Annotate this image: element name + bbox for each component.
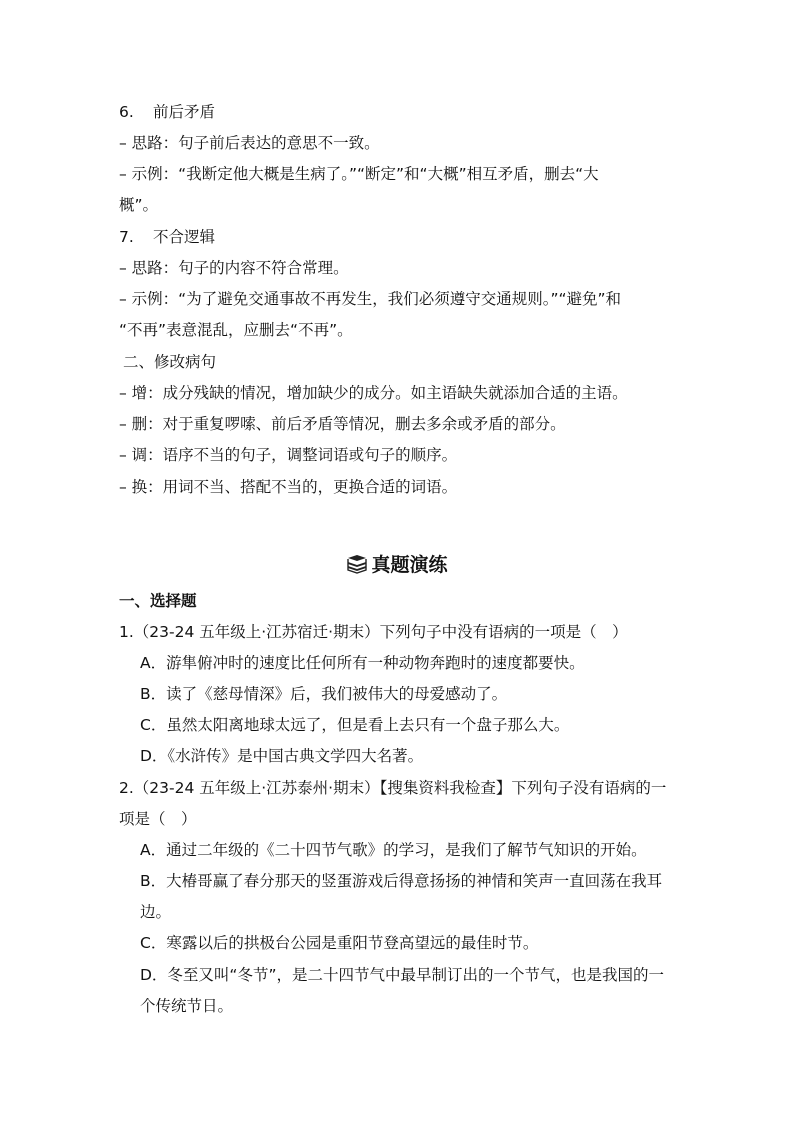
item-7-number: 7. [119,228,134,246]
question-1-option-a: A．游隼俯冲时的速度比任何所有一种动物奔跑时的速度都要快。 [140,654,585,672]
item-7-example-line1: – 示例：“为了避免交通事故不再发生，我们必须遵守交通规则。”“避免”和 [119,290,622,308]
question-2-option-b-line1: B．大椿哥赢了春分那天的竖蛋游戏后得意扬扬的神情和笑声一直回荡在我耳 [140,872,663,890]
question-2-stem-line1: 2.（23-24 五年级上·江苏泰州·期末）【搜集资料我检查】下列句子没有语病的一 [119,779,667,797]
method-delete: – 删：对于重复啰嗦、前后矛盾等情况，删去多余或矛盾的部分。 [119,415,566,433]
question-1-option-c: C．虽然太阳离地球太远了，但是看上去只有一个盘子那么大。 [140,716,570,734]
item-6-heading [119,102,215,122]
part-1-title: 一、选择题 [119,592,197,610]
item-7-title: 不合逻辑 [153,228,216,246]
item-7-heading [119,227,215,247]
method-replace: – 换：用词不当、搭配不当的，更换合适的词语。 [119,478,458,496]
question-2-stem-line2: 项是（ ） [119,810,197,828]
question-1-option-d: D．《水浒传》是中国古典文学四大名著。 [140,747,424,765]
question-2-option-c: C．寒露以后的拱极台公园是重阳节登高望远的最佳时节。 [140,934,539,952]
method-reorder: – 调：语序不当的句子，调整词语或句子的顺序。 [119,446,458,464]
books-icon [346,554,368,574]
item-6-idea: – 思路：句子前后表达的意思不一致。 [119,134,380,152]
item-7-idea: – 思路：句子的内容不符合常理。 [119,259,349,277]
item-7-example-line2: “不再”表意混乱，应删去“不再”。 [119,321,353,339]
question-2-option-d-line2: 个传统节日。 [140,997,234,1015]
item-6-example-line2: 概”。 [119,196,159,214]
question-2-option-a: A．通过二年级的《二十四节气歌》的学习，是我们了解节气知识的开始。 [140,841,647,859]
practice-title [0,553,794,577]
practice-title-text: 真题演练 [371,554,448,576]
section-2-title: 二、修改病句 [123,353,217,371]
item-6-number: 6. [119,103,134,121]
question-1-option-b: B．读了《慈母情深》后，我们被伟大的母爱感动了。 [140,685,508,703]
item-6-title: 前后矛盾 [153,103,216,121]
question-2-option-d-line1: D．冬至又叫“冬节”，是二十四节气中最早制订出的一个节气，也是我国的一 [140,966,664,984]
item-6-example-line1: – 示例：“我断定他大概是生病了。”“断定”和“大概”相互矛盾，删去“大 [119,165,599,183]
method-add: – 增：成分残缺的情况，增加缺少的成分。如主语缺失就添加合适的主语。 [119,384,628,402]
question-1-stem: 1.（23-24 五年级上·江苏宿迁·期末）下列句子中没有语病的一项是（ ） [119,623,628,641]
question-2-option-b-line2: 边。 [140,903,172,921]
